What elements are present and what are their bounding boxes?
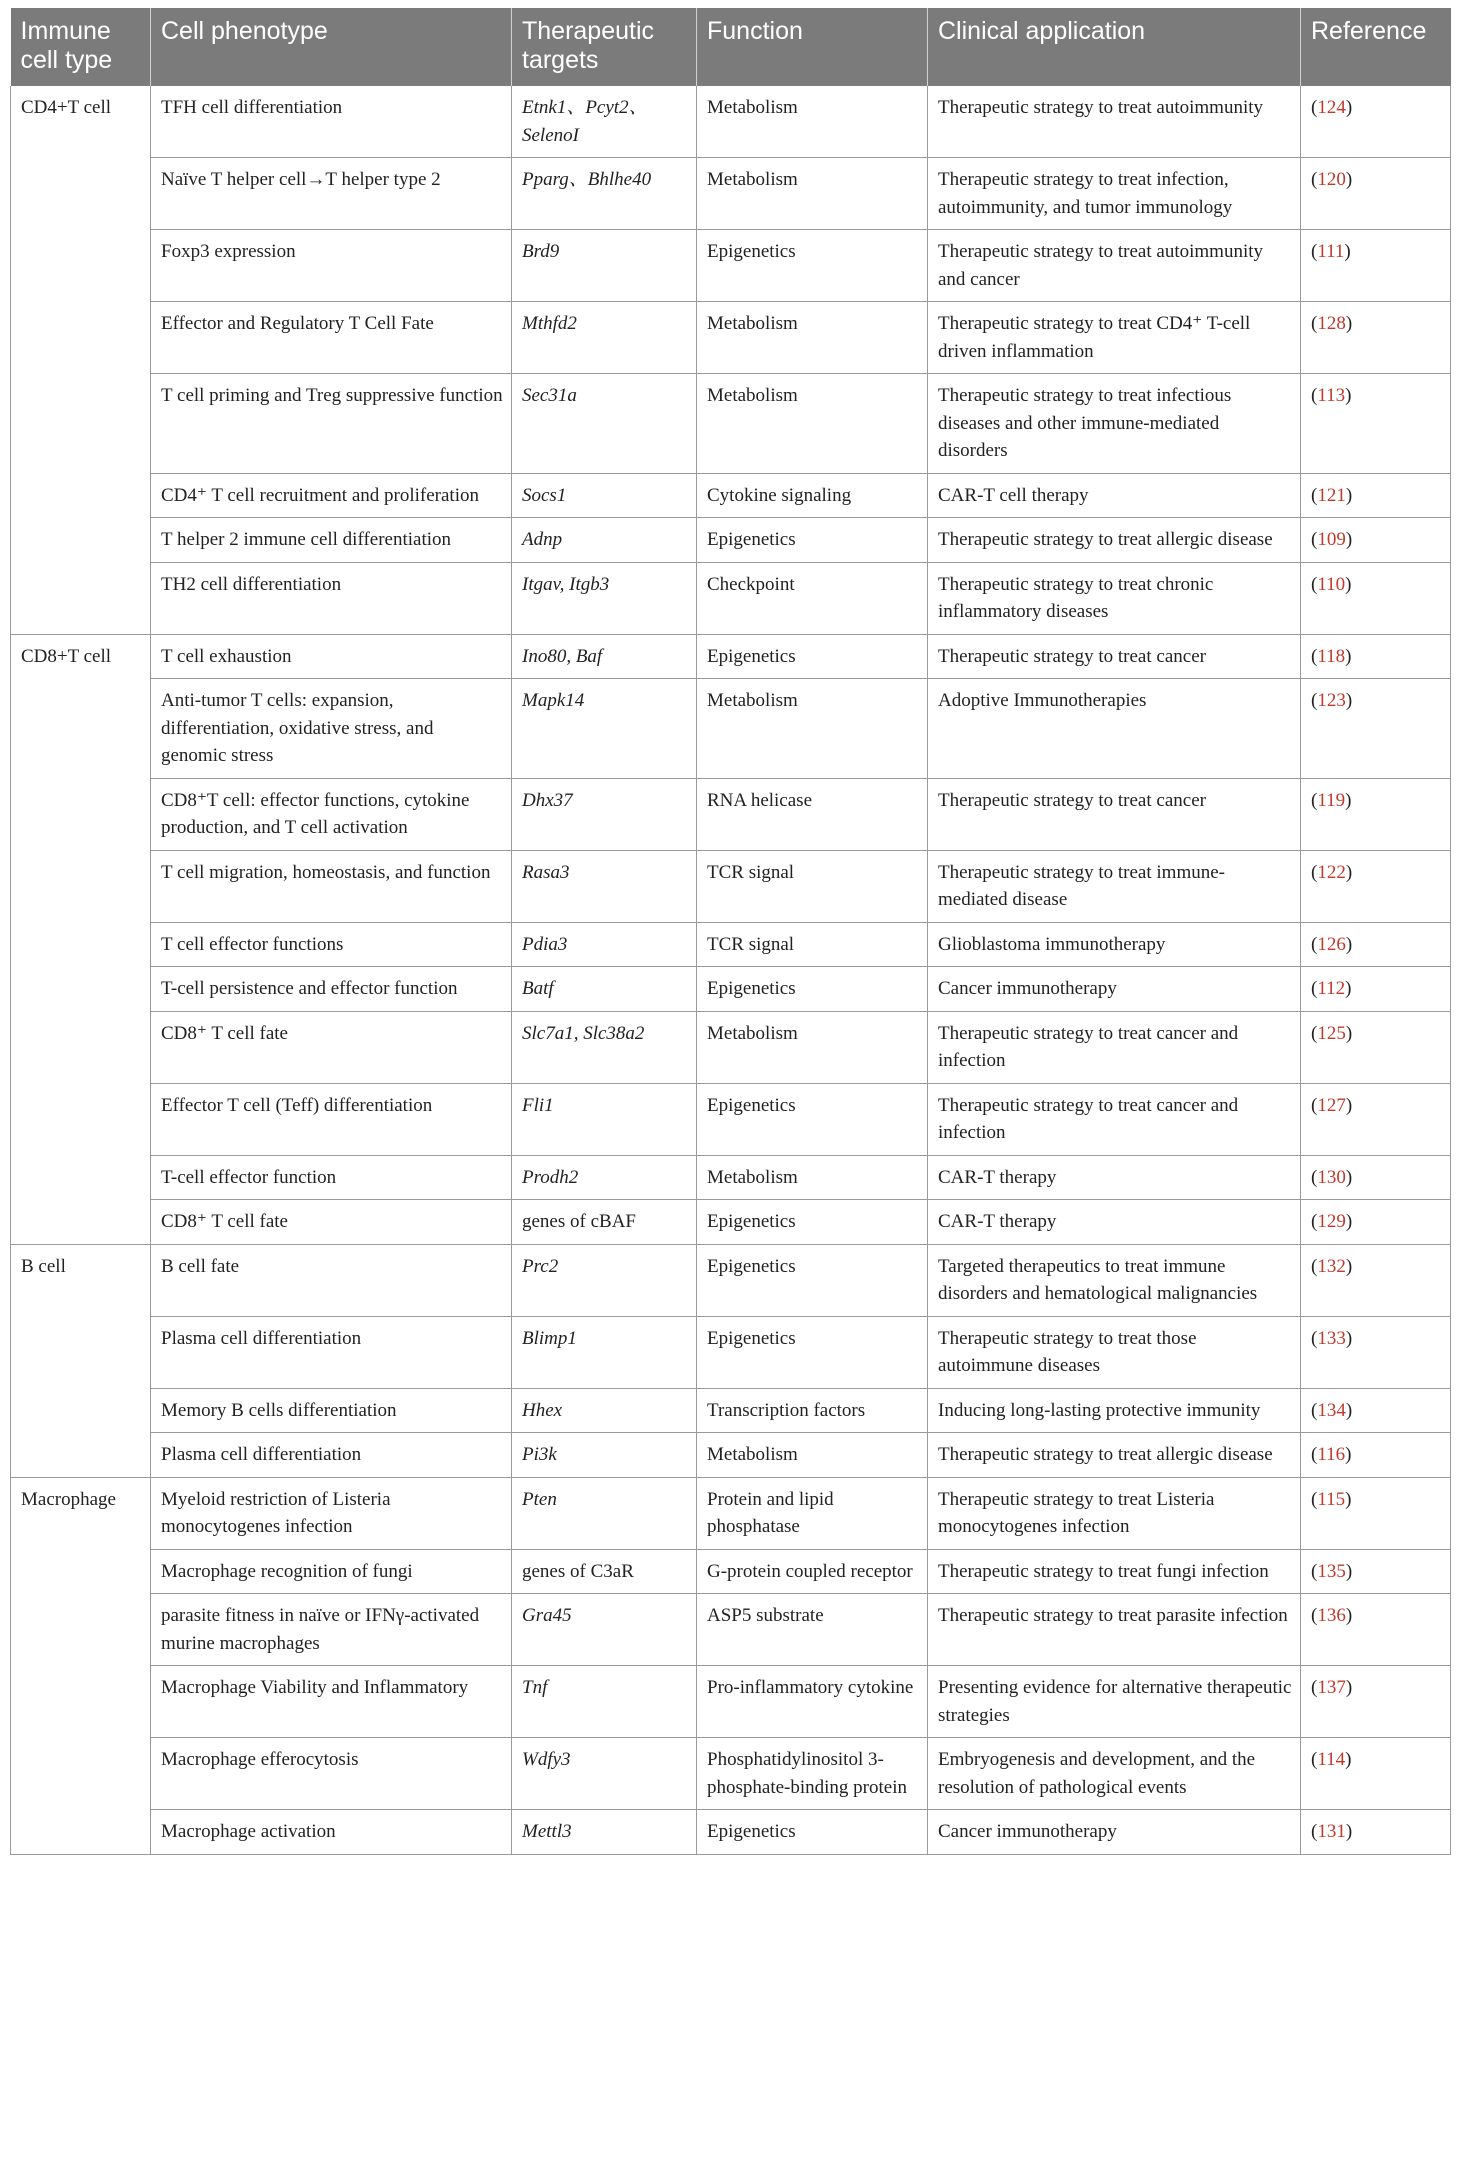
cell-immune-cell-type: CD4+T cell: [11, 86, 151, 634]
cell-function: Cytokine signaling: [697, 473, 928, 518]
cell-clinical-application: Therapeutic strategy to treat chronic inflammatory diseases: [928, 562, 1301, 634]
table-row: [11, 302, 1451, 374]
table-row: [11, 1200, 1451, 1245]
cell-reference: (114): [1301, 1738, 1451, 1810]
cell-therapeutic-targets: Mapk14: [512, 679, 697, 779]
cell-clinical-application: Therapeutic strategy to treat CD4⁺ T-cell driven inflammation: [928, 302, 1301, 374]
header-function: Function: [697, 8, 928, 86]
cell-clinical-application: Therapeutic strategy to treat cancer: [928, 778, 1301, 850]
cell-therapeutic-targets: Etnk1、Pcyt2、SelenoI: [512, 86, 697, 158]
header-cell-phenotype: Cell phenotype: [151, 8, 512, 86]
cell-reference: (109): [1301, 518, 1451, 563]
cell-phenotype: T cell exhaustion: [151, 634, 512, 679]
cell-function: TCR signal: [697, 922, 928, 967]
reference-link[interactable]: 126: [1317, 933, 1346, 955]
cell-reference: (129): [1301, 1200, 1451, 1245]
cell-reference: (121): [1301, 473, 1451, 518]
cell-reference: (124): [1301, 86, 1451, 158]
cell-clinical-application: CAR-T cell therapy: [928, 473, 1301, 518]
cell-function: Pro-inflammatory cytokine: [697, 1666, 928, 1738]
cell-phenotype: Myeloid restriction of Listeria monocytogenes infection: [151, 1477, 512, 1549]
reference-link[interactable]: 112: [1317, 978, 1346, 999]
reference-link[interactable]: 110: [1317, 573, 1346, 595]
cell-function: Metabolism: [697, 374, 928, 474]
table-row: [11, 922, 1451, 967]
cell-phenotype: parasite fitness in naïve or IFNγ-activated murine macrophages: [151, 1594, 512, 1666]
table-row: [11, 562, 1451, 634]
cell-reference: (133): [1301, 1316, 1451, 1388]
table-row: [11, 1316, 1451, 1388]
table-row: [11, 1549, 1451, 1594]
table-row: [11, 86, 1451, 158]
reference-link[interactable]: 129: [1317, 1211, 1346, 1232]
table-row: [11, 634, 1451, 679]
cell-reference: (122): [1301, 850, 1451, 922]
cell-clinical-application: Therapeutic strategy to treat infectious diseases and other immune-mediated disorders: [928, 374, 1301, 474]
reference-link[interactable]: 135: [1317, 1560, 1346, 1582]
table-row: [11, 473, 1451, 518]
cell-clinical-application: Cancer immunotherapy: [928, 1810, 1301, 1855]
table-row: [11, 778, 1451, 850]
reference-link[interactable]: 111: [1317, 241, 1345, 262]
cell-reference: (119): [1301, 778, 1451, 850]
cell-clinical-application: Therapeutic strategy to treat parasite infection: [928, 1594, 1301, 1666]
cell-clinical-application: Therapeutic strategy to treat cancer and infection: [928, 1083, 1301, 1155]
cell-phenotype: Macrophage efferocytosis: [151, 1738, 512, 1810]
cell-function: Phosphatidylinositol 3-phosphate-binding protein: [697, 1738, 928, 1810]
cell-function: Metabolism: [697, 1011, 928, 1083]
cell-reference: (110): [1301, 562, 1451, 634]
cell-function: Epigenetics: [697, 230, 928, 302]
cell-clinical-application: Therapeutic strategy to treat fungi infection: [928, 1549, 1301, 1594]
cell-clinical-application: Therapeutic strategy to treat infection, autoimmunity, and tumor immunology: [928, 158, 1301, 230]
table-row: [11, 1477, 1451, 1549]
reference-link[interactable]: 124: [1317, 97, 1346, 118]
cell-reference: (126): [1301, 922, 1451, 967]
cell-therapeutic-targets: genes of C3aR: [512, 1549, 697, 1594]
cell-therapeutic-targets: Blimp1: [512, 1316, 697, 1388]
cell-function: Epigenetics: [697, 1244, 928, 1316]
header-immune-cell-type: Immune cell type: [11, 8, 151, 86]
cell-function: Epigenetics: [697, 967, 928, 1012]
cell-therapeutic-targets: Prc2: [512, 1244, 697, 1316]
cell-function: Epigenetics: [697, 1316, 928, 1388]
cell-phenotype: B cell fate: [151, 1244, 512, 1316]
cell-clinical-application: Therapeutic strategy to treat allergic disease: [928, 518, 1301, 563]
table-row: [11, 1155, 1451, 1200]
cell-reference: (127): [1301, 1083, 1451, 1155]
cell-function: Metabolism: [697, 86, 928, 158]
cell-reference: (132): [1301, 1244, 1451, 1316]
reference-link[interactable]: 136: [1317, 1605, 1346, 1626]
reference-link[interactable]: 116: [1317, 1444, 1346, 1465]
cell-reference: (120): [1301, 158, 1451, 230]
cell-therapeutic-targets: Pparg、Bhlhe40: [512, 158, 697, 230]
cell-clinical-application: CAR-T therapy: [928, 1155, 1301, 1200]
reference-link[interactable]: 121: [1317, 484, 1346, 506]
cell-phenotype: TH2 cell differentiation: [151, 562, 512, 634]
cell-reference: (136): [1301, 1594, 1451, 1666]
cell-therapeutic-targets: Mettl3: [512, 1810, 697, 1855]
header-therapeutic-targets: Therapeutic targets: [512, 8, 697, 86]
cell-therapeutic-targets: Gra45: [512, 1594, 697, 1666]
table-row: [11, 1244, 1451, 1316]
cell-phenotype: Macrophage recognition of fungi: [151, 1549, 512, 1594]
cell-phenotype: CD4⁺ T cell recruitment and proliferation: [151, 473, 512, 518]
cell-phenotype: T-cell effector function: [151, 1155, 512, 1200]
cell-phenotype: CD8⁺T cell: effector functions, cytokine production, and T cell activation: [151, 778, 512, 850]
cell-reference: (135): [1301, 1549, 1451, 1594]
cell-function: Epigenetics: [697, 1810, 928, 1855]
reference-link[interactable]: 137: [1317, 1677, 1346, 1698]
cell-phenotype: Macrophage activation: [151, 1810, 512, 1855]
table-row: [11, 518, 1451, 563]
table-row: [11, 1594, 1451, 1666]
cell-clinical-application: Therapeutic strategy to treat cancer: [928, 634, 1301, 679]
cell-clinical-application: Adoptive Immunotherapies: [928, 679, 1301, 779]
cell-reference: (125): [1301, 1011, 1451, 1083]
cell-therapeutic-targets: Slc7a1, Slc38a2: [512, 1011, 697, 1083]
table-row: [11, 374, 1451, 474]
reference-link[interactable]: 131: [1317, 1821, 1346, 1842]
reference-link[interactable]: 120: [1317, 169, 1346, 190]
cell-therapeutic-targets: Itgav, Itgb3: [512, 562, 697, 634]
table-row: [11, 1433, 1451, 1478]
cell-therapeutic-targets: Batf: [512, 967, 697, 1012]
cell-reference: (123): [1301, 679, 1451, 779]
cell-therapeutic-targets: Brd9: [512, 230, 697, 302]
cell-therapeutic-targets: Pten: [512, 1477, 697, 1549]
cell-reference: (130): [1301, 1155, 1451, 1200]
cell-therapeutic-targets: Adnp: [512, 518, 697, 563]
cell-reference: (115): [1301, 1477, 1451, 1549]
cell-clinical-application: CAR-T therapy: [928, 1200, 1301, 1245]
cell-phenotype: CD8⁺ T cell fate: [151, 1011, 512, 1083]
cell-therapeutic-targets: Pdia3: [512, 922, 697, 967]
cell-clinical-application: Therapeutic strategy to treat Listeria monocytogenes infection: [928, 1477, 1301, 1549]
cell-function: Epigenetics: [697, 634, 928, 679]
table-row: [11, 1666, 1451, 1738]
header-row: [11, 8, 1451, 86]
table-row: [11, 1388, 1451, 1433]
cell-reference: (111): [1301, 230, 1451, 302]
reference-link[interactable]: 132: [1317, 1255, 1346, 1277]
reference-link[interactable]: 119: [1317, 789, 1346, 811]
cell-immune-cell-type: Macrophage: [11, 1477, 151, 1854]
reference-link[interactable]: 118: [1317, 645, 1346, 667]
cell-therapeutic-targets: Tnf: [512, 1666, 697, 1738]
reference-link[interactable]: 128: [1317, 313, 1346, 334]
reference-link[interactable]: 114: [1317, 1749, 1346, 1770]
cell-function: Transcription factors: [697, 1388, 928, 1433]
reference-link[interactable]: 122: [1317, 861, 1346, 883]
cell-phenotype: T helper 2 immune cell differentiation: [151, 518, 512, 563]
reference-link[interactable]: 134: [1317, 1399, 1346, 1421]
cell-therapeutic-targets: Mthfd2: [512, 302, 697, 374]
cell-phenotype: Anti-tumor T cells: expansion, differentiation, oxidative stress, and genomic stress: [151, 679, 512, 779]
cell-reference: (134): [1301, 1388, 1451, 1433]
cell-phenotype: Effector T cell (Teff) differentiation: [151, 1083, 512, 1155]
cell-therapeutic-targets: genes of cBAF: [512, 1200, 697, 1245]
cell-clinical-application: Targeted therapeutics to treat immune disorders and hematological malignancies: [928, 1244, 1301, 1316]
cell-clinical-application: Embryogenesis and development, and the resolution of pathological events: [928, 1738, 1301, 1810]
cell-function: Protein and lipid phosphatase: [697, 1477, 928, 1549]
cell-therapeutic-targets: Pi3k: [512, 1433, 697, 1478]
cell-clinical-application: Presenting evidence for alternative therapeutic strategies: [928, 1666, 1301, 1738]
cell-clinical-application: Therapeutic strategy to treat allergic disease: [928, 1433, 1301, 1478]
cell-phenotype: T-cell persistence and effector function: [151, 967, 512, 1012]
reference-link[interactable]: 109: [1317, 529, 1346, 550]
cell-phenotype: Plasma cell differentiation: [151, 1316, 512, 1388]
table-row: [11, 679, 1451, 779]
cell-phenotype: Foxp3 expression: [151, 230, 512, 302]
cell-phenotype: Effector and Regulatory T Cell Fate: [151, 302, 512, 374]
cell-function: Metabolism: [697, 302, 928, 374]
reference-link[interactable]: 125: [1317, 1022, 1346, 1044]
cell-phenotype: T cell migration, homeostasis, and function: [151, 850, 512, 922]
cell-reference: (118): [1301, 634, 1451, 679]
table-row: [11, 850, 1451, 922]
cell-reference: (112): [1301, 967, 1451, 1012]
cell-function: Epigenetics: [697, 1083, 928, 1155]
cell-phenotype: Plasma cell differentiation: [151, 1433, 512, 1478]
cell-function: Metabolism: [697, 679, 928, 779]
cell-phenotype: T cell priming and Treg suppressive function: [151, 374, 512, 474]
cell-therapeutic-targets: Rasa3: [512, 850, 697, 922]
table-row: [11, 1083, 1451, 1155]
reference-link[interactable]: 115: [1317, 1488, 1346, 1510]
reference-link[interactable]: 113: [1317, 385, 1346, 406]
immune-targets-table: [10, 8, 1451, 1855]
cell-reference: (128): [1301, 302, 1451, 374]
table-row: [11, 1810, 1451, 1855]
table-row: [11, 1738, 1451, 1810]
cell-immune-cell-type: CD8+T cell: [11, 634, 151, 1244]
cell-function: Metabolism: [697, 158, 928, 230]
cell-therapeutic-targets: Ino80, Baf: [512, 634, 697, 679]
cell-clinical-application: Therapeutic strategy to treat those autoimmune diseases: [928, 1316, 1301, 1388]
cell-phenotype: Macrophage Viability and Inflammatory: [151, 1666, 512, 1738]
cell-therapeutic-targets: Socs1: [512, 473, 697, 518]
cell-phenotype: CD8⁺ T cell fate: [151, 1200, 512, 1245]
cell-function: RNA helicase: [697, 778, 928, 850]
cell-clinical-application: Therapeutic strategy to treat autoimmunity: [928, 86, 1301, 158]
table-row: [11, 1011, 1451, 1083]
cell-phenotype: Naïve T helper cell→T helper type 2: [151, 158, 512, 230]
cell-therapeutic-targets: Sec31a: [512, 374, 697, 474]
cell-immune-cell-type: B cell: [11, 1244, 151, 1477]
reference-link[interactable]: 123: [1317, 690, 1346, 711]
cell-clinical-application: Cancer immunotherapy: [928, 967, 1301, 1012]
cell-therapeutic-targets: Wdfy3: [512, 1738, 697, 1810]
cell-clinical-application: Glioblastoma immunotherapy: [928, 922, 1301, 967]
cell-clinical-application: Therapeutic strategy to treat autoimmunity and cancer: [928, 230, 1301, 302]
cell-function: Epigenetics: [697, 1200, 928, 1245]
cell-function: ASP5 substrate: [697, 1594, 928, 1666]
cell-therapeutic-targets: Dhx37: [512, 778, 697, 850]
reference-link[interactable]: 130: [1317, 1166, 1346, 1188]
cell-function: Metabolism: [697, 1155, 928, 1200]
reference-link[interactable]: 133: [1317, 1327, 1346, 1349]
reference-link[interactable]: 127: [1317, 1094, 1346, 1116]
header-reference: Reference: [1301, 8, 1451, 86]
cell-reference: (137): [1301, 1666, 1451, 1738]
cell-clinical-application: Inducing long-lasting protective immunity: [928, 1388, 1301, 1433]
cell-phenotype: Memory B cells differentiation: [151, 1388, 512, 1433]
table-row: [11, 967, 1451, 1012]
cell-clinical-application: Therapeutic strategy to treat immune-mediated disease: [928, 850, 1301, 922]
table-row: [11, 158, 1451, 230]
cell-clinical-application: Therapeutic strategy to treat cancer and infection: [928, 1011, 1301, 1083]
cell-reference: (116): [1301, 1433, 1451, 1478]
cell-therapeutic-targets: Prodh2: [512, 1155, 697, 1200]
cell-function: Epigenetics: [697, 518, 928, 563]
cell-function: Checkpoint: [697, 562, 928, 634]
cell-therapeutic-targets: Fli1: [512, 1083, 697, 1155]
cell-therapeutic-targets: Hhex: [512, 1388, 697, 1433]
cell-reference: (131): [1301, 1810, 1451, 1855]
cell-function: G-protein coupled receptor: [697, 1549, 928, 1594]
table-row: [11, 230, 1451, 302]
header-clinical-application: Clinical application: [928, 8, 1301, 86]
cell-reference: (113): [1301, 374, 1451, 474]
cell-function: Metabolism: [697, 1433, 928, 1478]
cell-phenotype: T cell effector functions: [151, 922, 512, 967]
table-body: [11, 86, 1451, 1854]
cell-phenotype: TFH cell differentiation: [151, 86, 512, 158]
table-header: [11, 8, 1451, 86]
cell-function: TCR signal: [697, 850, 928, 922]
